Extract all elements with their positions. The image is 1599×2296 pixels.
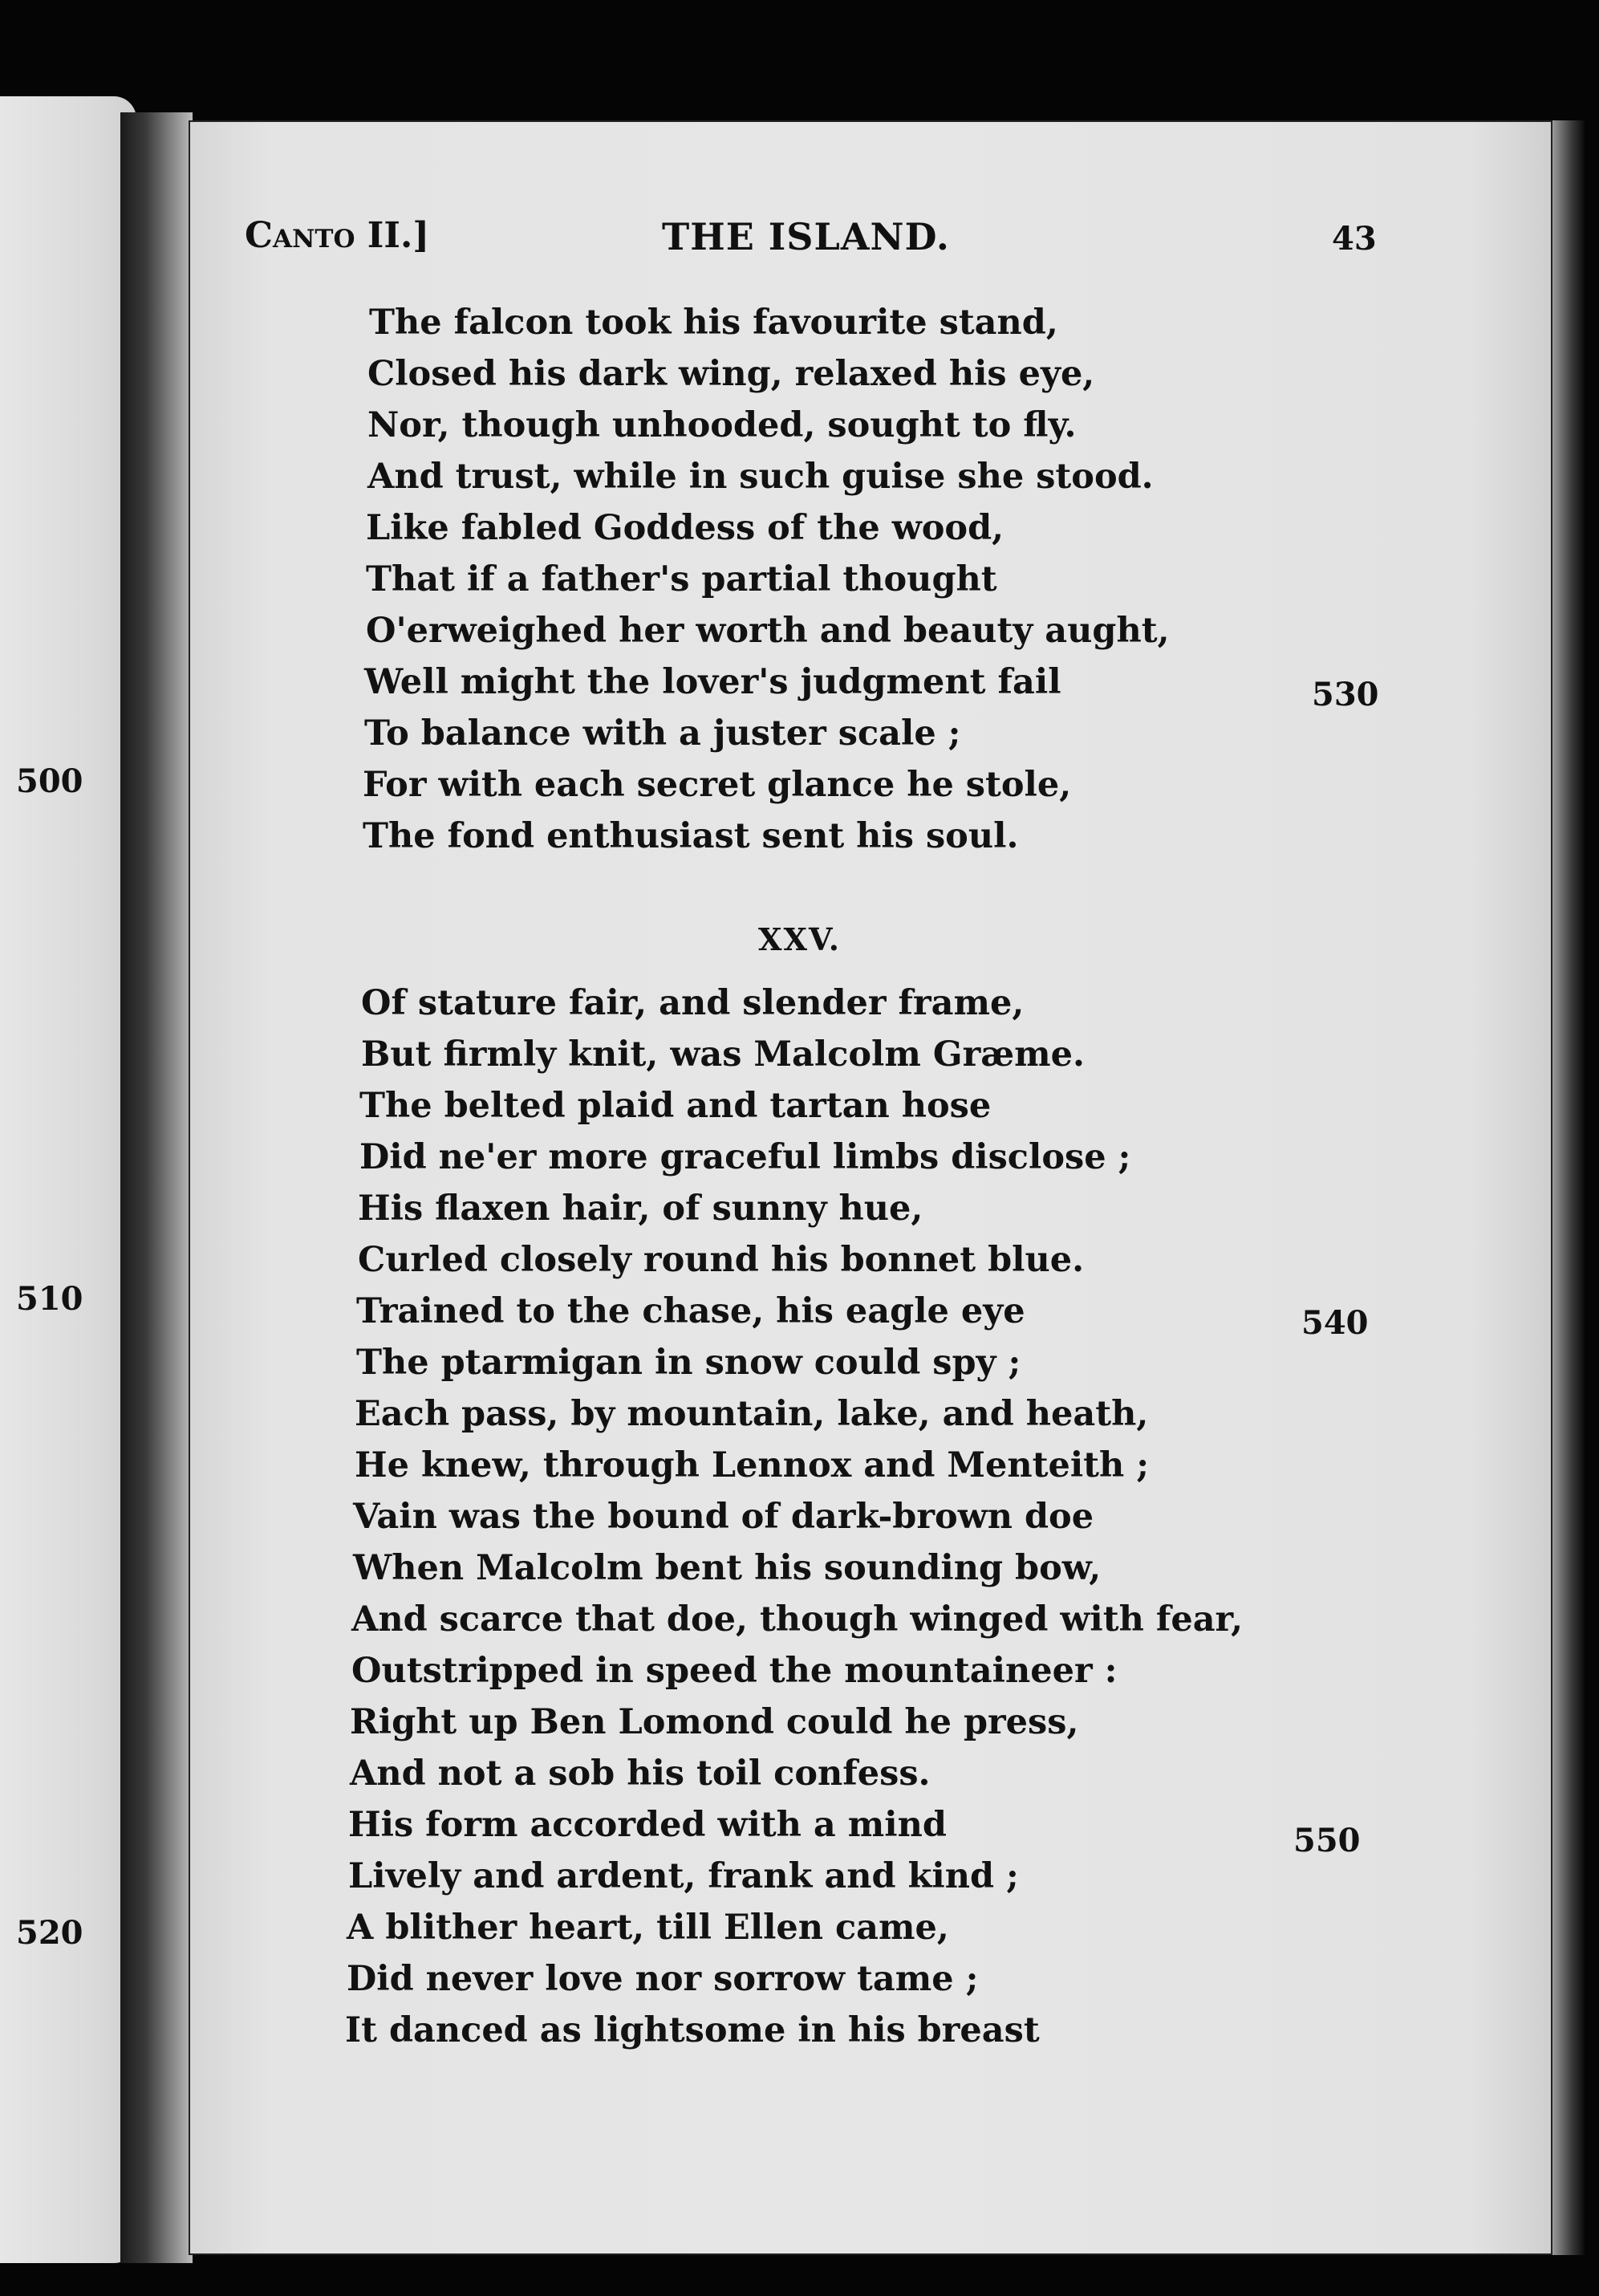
verse-line: His flaxen hair, of sunny hue, [358, 1189, 923, 1229]
verse-line: That if a father's partial thought [366, 559, 997, 599]
verse-line: Like fabled Goddess of the wood, [366, 508, 1004, 548]
verse-line: A blither heart, till Ellen came, [347, 1908, 949, 1948]
verse-line: He knew, through Lennox and Menteith ; [355, 1445, 1150, 1485]
verse-line: The fond enthusiast sent his soul. [363, 816, 1019, 856]
verse-line: The belted plaid and tartan hose [359, 1086, 992, 1126]
verse-line: The falcon took his favourite stand, [369, 303, 1058, 343]
verse-line: His form accorded with a mind [348, 1805, 947, 1845]
running-header [245, 215, 1384, 271]
right-line-number: 550 [1293, 1822, 1361, 1859]
verse-line: And scarce that doe, though winged with fear, [351, 1599, 1244, 1640]
verse-line: But firmly knit, was Malcolm Græme. [361, 1034, 1085, 1075]
right-line-number: 530 [1312, 676, 1379, 713]
verse-line: Closed his dark wing, relaxed his eye, [367, 354, 1095, 394]
verse-line: Curled closely round his bonnet blue. [358, 1240, 1085, 1280]
verse-line: Each pass, by mountain, lake, and heath, [355, 1394, 1149, 1434]
verse-line: Trained to the chase, his eagle eye [356, 1291, 1025, 1331]
verse-line: Well might the lover's judgment fail [364, 662, 1061, 702]
verse-line: Did never love nor sorrow tame ; [347, 1959, 979, 1999]
page-number: 43 [1332, 220, 1377, 258]
left-line-number: 520 [16, 1914, 83, 1952]
canto-label: Canto II.] [245, 215, 430, 256]
left-line-number: 500 [16, 762, 83, 800]
left-line-number: 510 [16, 1280, 83, 1318]
verse-line: Nor, though unhooded, sought to fly. [367, 405, 1077, 445]
verse-line: Of stature fair, and slender frame, [361, 983, 1025, 1023]
verse-line: Did ne'er more graceful limbs disclose ; [359, 1137, 1131, 1177]
verse-line: It danced as lightsome in his breast [345, 2010, 1040, 2050]
verse-line: Outstripped in speed the mountaineer : [351, 1651, 1118, 1691]
running-title: THE ISLAND. [662, 215, 950, 258]
verse-line: Right up Ben Lomond could he press, [350, 1702, 1079, 1742]
verse-line: For with each secret glance he stole, [363, 765, 1072, 805]
verse-line: And trust, while in such guise she stood. [367, 457, 1154, 497]
right-line-number: 540 [1301, 1304, 1369, 1342]
verse-line: O'erweighed her worth and beauty aught, [366, 611, 1170, 651]
verse-line: Lively and ardent, frank and kind ; [348, 1856, 1019, 1896]
verse-line: And not a sob his toil confess. [350, 1753, 931, 1794]
verse-line: To balance with a juster scale ; [364, 713, 961, 754]
stanza-heading: XXV. [758, 921, 842, 957]
verse-line: The ptarmigan in snow could spy ; [356, 1343, 1021, 1383]
page-edge [1552, 120, 1585, 2255]
book-gutter [120, 112, 193, 2263]
verse-line: Vain was the bound of dark-brown doe [353, 1497, 1094, 1537]
verse-line: When Malcolm bent his sounding bow, [353, 1548, 1102, 1588]
previous-page [0, 96, 136, 2263]
